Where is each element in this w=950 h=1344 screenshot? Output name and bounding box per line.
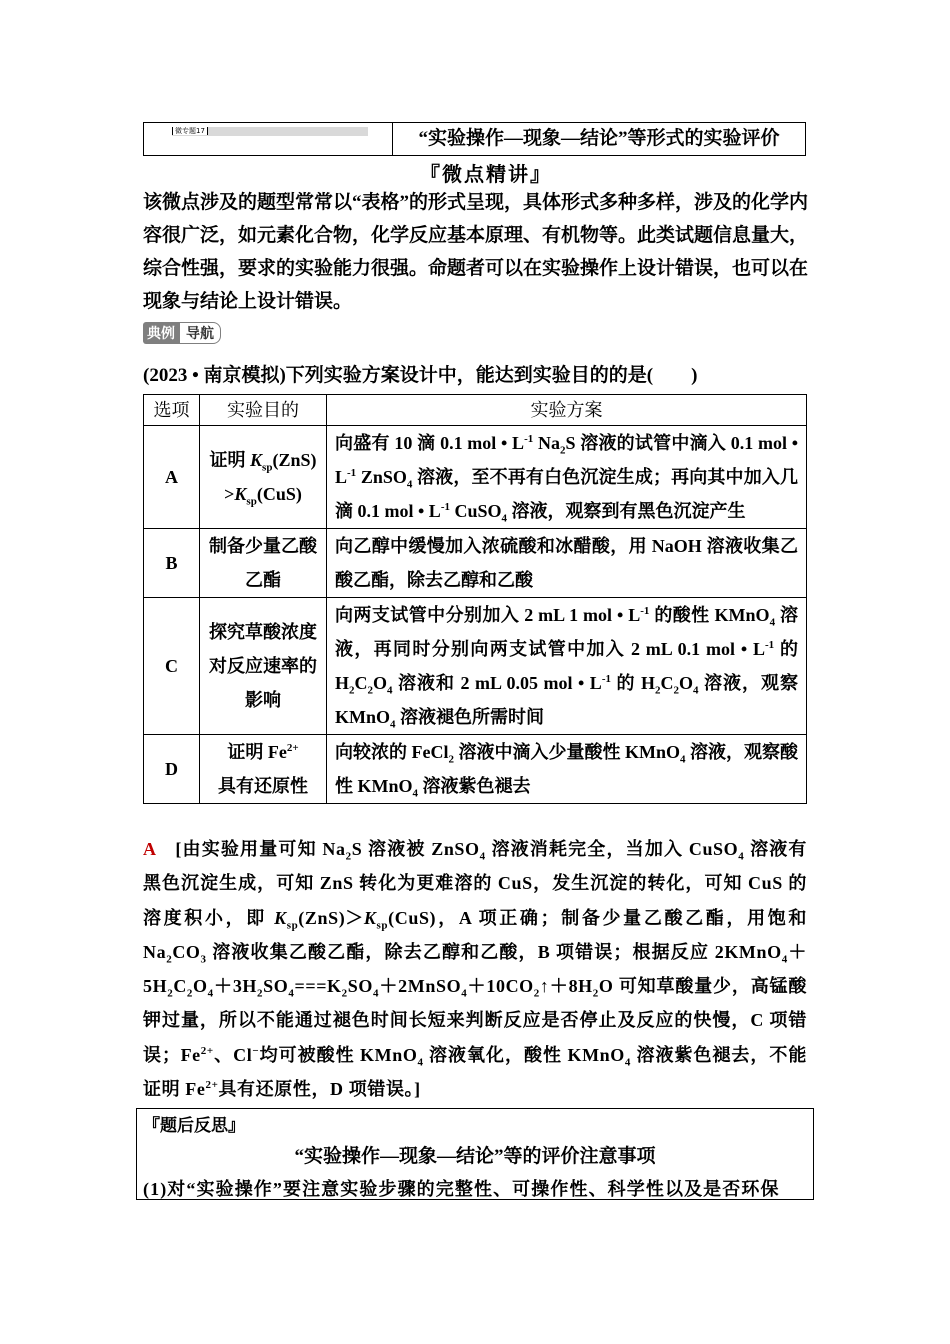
option-label: B <box>144 529 200 598</box>
table-row <box>144 426 807 529</box>
badge-left: 典例 <box>143 322 179 344</box>
question-stem: (2023 • 南京模拟)下列实验方案设计中，能达到实验目的的是( ) <box>143 365 698 386</box>
topic-header <box>143 122 806 156</box>
table-row <box>144 529 807 598</box>
reflection-line: (1)对“实验操作”要注意实验步骤的完整性、可操作性、科学性以及是否环保 <box>143 1179 780 1199</box>
plan-cell: 向乙醇中缓慢加入浓硫酸和冰醋酸，用 NaOH 溶液收集乙酸乙酯，除去乙醇和乙酸 <box>327 529 807 598</box>
option-label: D <box>144 735 200 804</box>
header-purpose: 实验目的 <box>200 395 327 426</box>
option-label: C <box>144 598 200 735</box>
topic-tag: 微专题17 <box>172 127 368 136</box>
header-option: 选项 <box>144 395 200 426</box>
answer-key: A <box>143 839 156 859</box>
table-row <box>144 735 807 804</box>
header-plan: 实验方案 <box>327 395 807 426</box>
section-title: 『微点精讲』 <box>420 164 552 186</box>
intro-paragraph: 该微点涉及的题型常常以“表格”的形式呈现，具体形式多种多样，涉及的化学内容很广泛，如元素化合物，化学反应基本原理、有机物等。此类试题信息量大，综合性强，要求的实验能力很强。命题者可以在实验操作上设计错误，也可以在现象与结论上设计错误。 <box>143 192 809 312</box>
badge-right: 导航 <box>179 322 221 344</box>
reflection-box <box>136 1108 814 1200</box>
example-badge <box>143 322 221 344</box>
table-header-row <box>144 395 807 426</box>
topic-title: “实验操作—现象—结论”等形式的实验评价 <box>418 128 780 149</box>
reflection-head: 『题后反思』 <box>143 1116 245 1135</box>
plan-cell: 向盛有 10 滴 0.1 mol • $L^{-1}$ $Na_2S$ 溶液的试管中滴入 0.1 mol • $L^{-1}$ ZnSO$_4$ 溶液，至不再有白色沉淀生成；再向其中加入几滴 0.1 mol • $L^{-1}$ CuSO$_4$ 溶液，观察到有黑色沉淀产生 <box>327 426 807 529</box>
options-table <box>143 394 807 804</box>
answer-explanation: A [由实验用量可知 $Na_2S$ 溶液被 ZnSO$_4$ 溶液消耗完全，当加入 CuSO$_4$ 溶液有黑色沉淀生成，可知 ZnS 转化为更难溶的 CuS，发生沉淀的转化，可知 CuS 的溶度积小，即 $K_{sp}(ZnS)>K_{sp}(CuS)$，A 项正确；制备少量乙酸乙酯，用饱和 $Na_2CO_3$ 溶液收集乙酸乙酯，除去乙醇和乙酸，B 项错误；根据反应 $2KMnO_4+5H_2C_2O_4+3H_2SO_4===K_2SO_4+2MnSO_4+10CO_2↑+8H_2O$ 可知草酸量少，高锰酸钾过量，所以不能通过褪色时间长短来判断反应是否停止及反应的快慢，C 项错误；$Fe^{2+}$、Cl−均可被酸性 KMnO$_4$ 溶液氧化，酸性 KMnO$_4$ 溶液紫色褪去，不能证明 $Fe^{2+}$具有还原性，D 项错误。] <box>143 839 808 1100</box>
purpose-cell: 探究草酸浓度对反应速率的影响 <box>200 598 327 735</box>
table-row <box>144 598 807 735</box>
plan-cell: 向较浓的 FeCl$_2$ 溶液中滴入少量酸性 KMnO$_4$ 溶液，观察酸性 KMnO$_4$ 溶液紫色褪去 <box>327 735 807 804</box>
topic-tag-area <box>144 123 393 155</box>
reflection-title: “实验操作—现象—结论”等的评价注意事项 <box>294 1146 656 1167</box>
purpose-cell: 证明 $Fe^{2+}$ 具有还原性 <box>200 735 327 804</box>
option-label: A <box>144 426 200 529</box>
purpose-cell: 制备少量乙酸乙酯 <box>200 529 327 598</box>
purpose-cell: 证明 $K_{sp}(ZnS)$ $>K_{sp}(CuS)$ <box>200 426 327 529</box>
plan-cell: 向两支试管中分别加入 2 mL 1 mol • $L^{-1}$ 的酸性 KMnO$_4$ 溶液，再同时分别向两支试管中加入 2 mL 0.1 mol • $L^{-1}$ 的 $H_2C_2O_4$ 溶液和 2 mL 0.05 mol • $L^{-1}$ 的 $H_2C_2O_4$ 溶液，观察 KMnO$_4$ 溶液褪色所需时间 <box>327 598 807 735</box>
